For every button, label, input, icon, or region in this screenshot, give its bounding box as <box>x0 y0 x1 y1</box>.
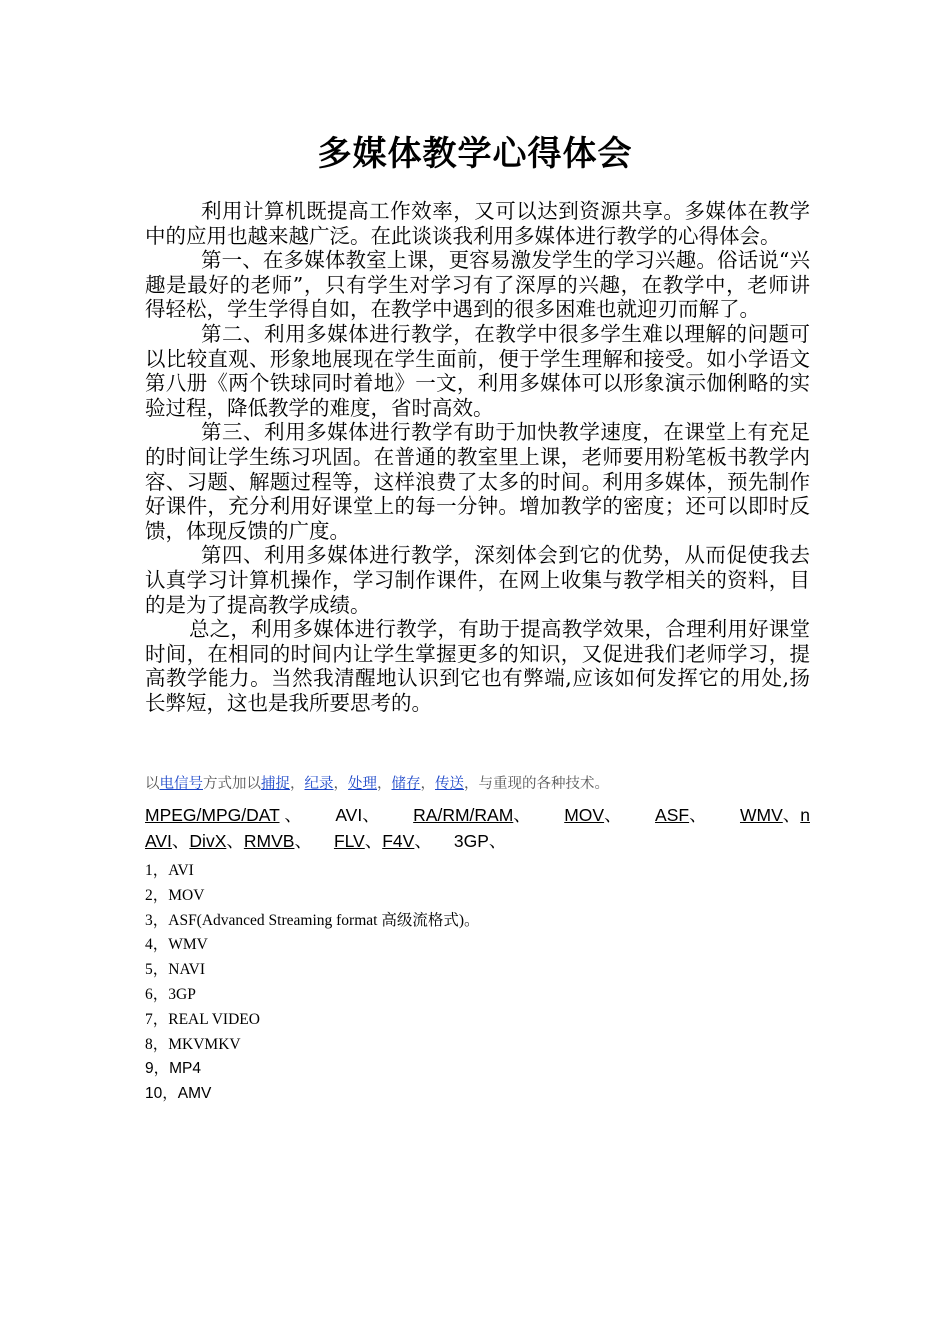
tech-sep: ， <box>420 776 435 792</box>
format-navi-end: AVI <box>145 831 172 851</box>
paragraph-third: 第三、利用多媒体进行教学有助于加快教学速度，在课堂上有充足的时间让学生练习巩固。在普通的教室里上课，老师要用粉笔板书教学内容、习题、解题过程等，这样浪费了太多的时间。利用多媒体，预先制作好课件，充分利用好课堂上的每一分钟。增加教学的密度；还可以即时反馈，体现反馈的广度。 <box>145 420 810 543</box>
format-sep: 、 <box>513 805 531 825</box>
format-mov: MOV <box>564 805 605 825</box>
tech-text-prefix: 以 <box>145 776 160 792</box>
format-sep: 、 <box>284 805 302 825</box>
list-item: 7，REAL VIDEO <box>145 1010 260 1028</box>
format-list <box>145 859 810 1107</box>
format-3gp: 3GP <box>453 831 489 851</box>
format-sep: 、 <box>782 805 801 825</box>
link-store[interactable]: 储存 <box>391 776 421 792</box>
format-sep: 、 <box>226 831 244 851</box>
list-item: 6，3GP <box>145 985 196 1003</box>
paragraph-intro: 利用计算机既提高工作效率，又可以达到资源共享。多媒体在教学中的应用也越来越广泛。在此谈谈我利用多媒体进行教学的心得体会。 <box>145 199 810 248</box>
formats-row-1 <box>145 802 810 828</box>
list-item: 2，MOV <box>145 886 205 904</box>
format-sep: 、 <box>604 805 622 825</box>
format-avi: AVI、 <box>335 805 380 825</box>
list-item: 4，WMV <box>145 936 208 954</box>
list-item: 9，MP4 <box>145 1060 201 1078</box>
link-process[interactable]: 处理 <box>348 776 377 792</box>
tech-sep: ， <box>290 776 305 792</box>
format-sep: 、 <box>488 831 507 851</box>
document-body <box>145 199 810 715</box>
format-sep: 、 <box>414 831 432 851</box>
format-rmvb: RMVB <box>243 831 295 851</box>
format-navi-start: n <box>800 805 810 825</box>
tech-sep: ， <box>333 776 348 792</box>
paragraph-summary: 总之，利用多媒体进行教学，有助于提高教学效果，合理利用好课堂时间，在相同的时间内让学生掌握更多的知识，又促进我们老师学习，提高教学能力。当然我清醒地认识到它也有弊端,应该如何发挥它的用处,扬长弊短，这也是我所要思考的。 <box>145 617 810 715</box>
format-divx: DivX <box>189 831 227 851</box>
paragraph-second: 第二、利用多媒体进行教学，在教学中很多学生难以理解的问题可以比较直观、形象地展现在学生面前，便于学生理解和接受。如小学语文第八册《两个铁球同时着地》一文，利用多媒体可以形象演示伽俐略的实验过程，降低教学的难度，省时高效。 <box>145 321 810 420</box>
list-item: 5，NAVI <box>145 961 205 979</box>
format-wmv: WMV <box>739 805 783 825</box>
paragraph-first: 第一、在多媒体教室上课，更容易激发学生的学习兴趣。俗话说“兴趣是最好的老师”，只有学生对学习有了深厚的兴趣，在教学中，老师讲得轻松，学生学得自如，在教学中遇到的很多困难也就迎刃而解了。 <box>145 248 810 322</box>
link-electric-signal[interactable]: 电信号 <box>159 776 203 792</box>
document-title: 多媒体教学心得体会 <box>317 134 633 174</box>
link-transmit[interactable]: 传送 <box>435 776 464 792</box>
formats-row-2 <box>145 828 810 854</box>
tech-sep: ， <box>377 776 392 792</box>
video-formats-block <box>145 802 810 854</box>
list-item: 8，MKVMKV <box>145 1035 241 1053</box>
format-sep: 、 <box>294 831 312 851</box>
format-ra: RA/RM/RAM <box>413 805 514 825</box>
format-f4v: F4V <box>382 831 415 851</box>
paragraph-fourth: 第四、利用多媒体进行教学，深刻体会到它的优势，从而促使我去认真学习计算机操作，学习制作课件，在网上收集与教学相关的资料，目的是为了提高教学成绩。 <box>145 543 810 617</box>
link-capture[interactable]: 捕捉 <box>261 776 290 792</box>
format-mpeg: MPEG/MPG/DAT <box>145 805 280 825</box>
tech-definition-line <box>145 772 810 793</box>
format-asf: ASF <box>655 805 690 825</box>
format-flv: FLV <box>333 831 365 851</box>
tech-text-mid: 方式加以 <box>203 776 261 792</box>
format-sep: 、 <box>364 831 383 851</box>
format-sep: 、 <box>689 805 707 825</box>
list-item: 1，AVI <box>145 862 194 879</box>
list-item: 10，AMV <box>145 1085 212 1103</box>
link-record[interactable]: 纪录 <box>304 776 334 792</box>
list-item: 3，ASF(Advanced Streaming format 高级流格式)。 <box>145 911 480 929</box>
tech-text-suffix: ，与重现的各种技术。 <box>464 776 609 792</box>
format-sep: 、 <box>171 831 190 851</box>
